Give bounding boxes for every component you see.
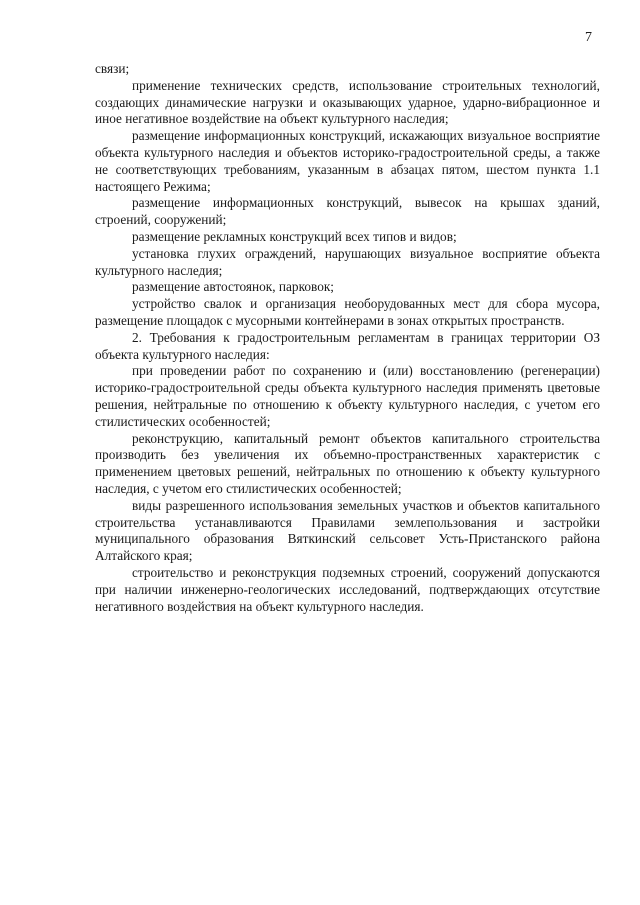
paragraph: связи; xyxy=(95,61,130,76)
document-body xyxy=(95,61,600,615)
paragraph: виды разрешенного использования земельных участков и объектов капитального строительства устанавливаются Правилами землепользования и застройки муниципального образования Вяткинский сельсовет Усть-Пристанского района Алтайского края; xyxy=(95,497,600,564)
paragraph: реконструкцию, капитальный ремонт объектов капитального строительства производить без увеличения их объемно-пространственных характеристик с применением цветовых решений, нейтральных по отношению к объекту культурного наследия, с учетом его стилистических особенностей; xyxy=(95,430,600,496)
paragraph: применение технических средств, использование строительных технологий, создающих динамические нагрузки и оказывающих ударное, ударно-вибрационное и иное негативное воздействие на объект культурного наследия; xyxy=(95,77,600,127)
paragraph: размещение информационных конструкций, искажающих визуальное восприятие объекта культурного наследия и объектов историко-градостроительной среды, а также не соответствующих требованиям, указанным в абзацах пятом, шестом пункта 1.1 настоящего Режима; xyxy=(95,128,600,194)
paragraph: размещение рекламных конструкций всех типов и видов; xyxy=(132,228,457,244)
section-heading-paragraph: 2. Требования к градостроительным регламентам в границах территории ОЗ объекта культурного наследия: xyxy=(95,329,600,362)
paragraph: размещение автостоянок, парковок; xyxy=(132,279,335,295)
page-number: 7 xyxy=(585,30,592,45)
paragraph: при проведении работ по сохранению и (или) восстановлению (регенерации) историко-градостроительной среды объекта культурного наследия применять цветовые решения, нейтральные по отношению к объекту культурного наследия, с учетом его стилистических особенностей; xyxy=(95,363,600,429)
paragraph: размещение информационных конструкций, вывесок на крышах зданий, строений, сооружений; xyxy=(95,195,600,228)
paragraph: установка глухих ограждений, нарушающих визуальное восприятие объекта культурного наследия; xyxy=(95,245,600,278)
paragraph: строительство и реконструкция подземных строений, сооружений допускаются при наличии инженерно-геологических исследований, подтверждающих отсутствие негативного воздействия на объект культурного наследия. xyxy=(95,564,600,614)
paragraph: устройство свалок и организация необорудованных мест для сбора мусора, размещение площадок с мусорными контейнерами в зонах открытых пространств. xyxy=(95,296,600,328)
